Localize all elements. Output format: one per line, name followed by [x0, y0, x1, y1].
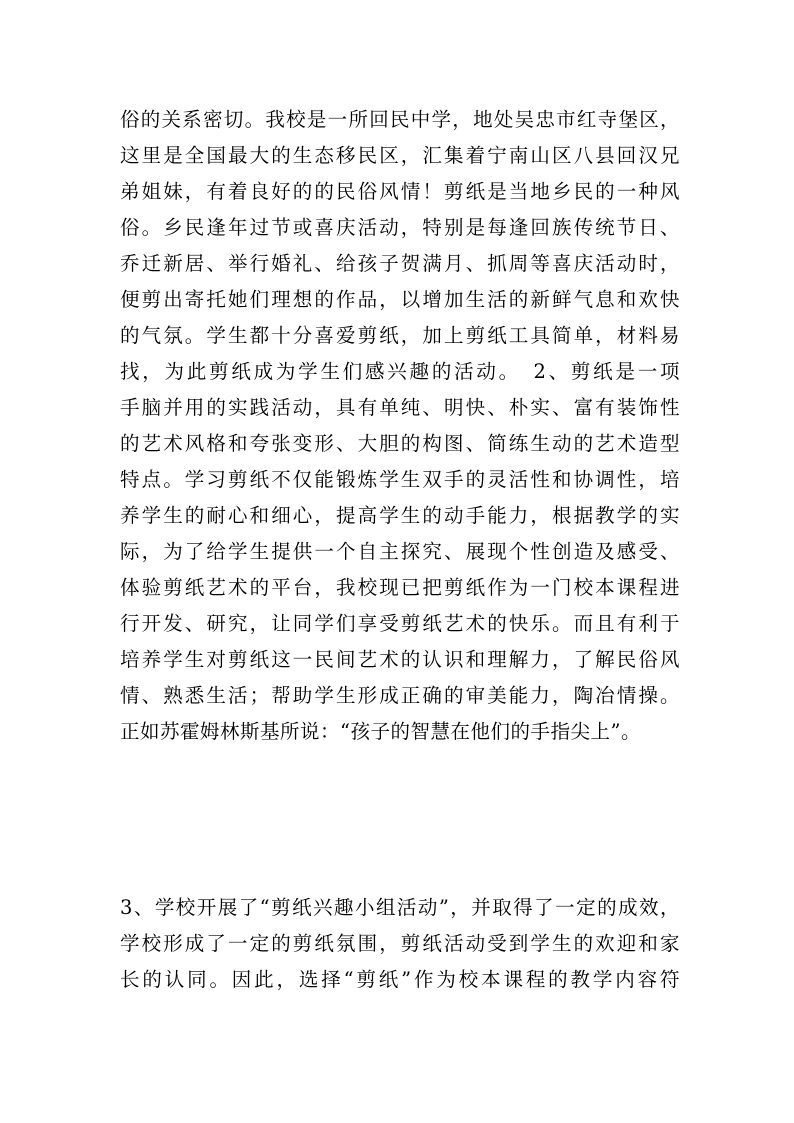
text-line: 正如苏霍姆林斯基所说：“孩子的智慧在他们的手指尖上”。: [120, 720, 641, 743]
text-line: 特点。学习剪纸不仅能锻炼学生双手的灵活性和协调性，培: [120, 468, 680, 491]
text-line: 乔迁新居、举行婚礼、给孩子贺满月、抓周等喜庆活动时，: [120, 252, 680, 275]
text-line: 俗的关系密切。我校是一所回民中学，地处吴忠市红寺堡区，: [120, 108, 680, 131]
text-line: 的气氛。学生都十分喜爱剪纸，加上剪纸工具简单，材料易: [120, 324, 680, 347]
text-line: 培养学生对剪纸这一民间艺术的认识和理解力，了解民俗风: [120, 648, 680, 671]
text-line: 便剪出寄托她们理想的作品，以增加生活的新鲜气息和欢快: [120, 288, 680, 311]
text-line: 长的认同。因此，选择“剪纸”作为校本课程的教学内容符: [120, 968, 680, 991]
text-line: 弟姐妹，有着良好的的民俗风情！剪纸是当地乡民的一种风: [120, 180, 680, 203]
text-line: 际，为了给学生提供一个自主探究、展现个性创造及感受、: [120, 540, 680, 563]
text-line: 行开发、研究，让同学们享受剪纸艺术的快乐。而且有利于: [120, 612, 680, 635]
text-line: 这里是全国最大的生态移民区，汇集着宁南山区八县回汉兄: [120, 144, 680, 167]
text-line: 体验剪纸艺术的平台，我校现已把剪纸作为一门校本课程进: [120, 576, 680, 599]
text-line: 3、学校开展了“剪纸兴趣小组活动”，并取得了一定的成效，: [120, 896, 680, 919]
text-line: 的艺术风格和夸张变形、大胆的构图、简练生动的艺术造型: [120, 432, 680, 455]
text-line: 情、熟悉生活；帮助学生形成正确的审美能力，陶冶情操。: [120, 684, 680, 707]
text-line: 学校形成了一定的剪纸氛围，剪纸活动受到学生的欢迎和家: [120, 932, 680, 955]
text-line: 俗。乡民逢年过节或喜庆活动，特别是每逢回族传统节日、: [120, 216, 680, 239]
text-line: 找，为此剪纸成为学生们感兴趣的活动。 2、剪纸是一项: [120, 360, 680, 383]
text-line: 手脑并用的实践活动，具有单纯、明快、朴实、富有装饰性: [120, 396, 680, 419]
paragraph-2: [120, 890, 680, 998]
paragraph-1: [120, 102, 680, 750]
text-line: 养学生的耐心和细心，提高学生的动手能力，根据教学的实: [120, 504, 680, 527]
